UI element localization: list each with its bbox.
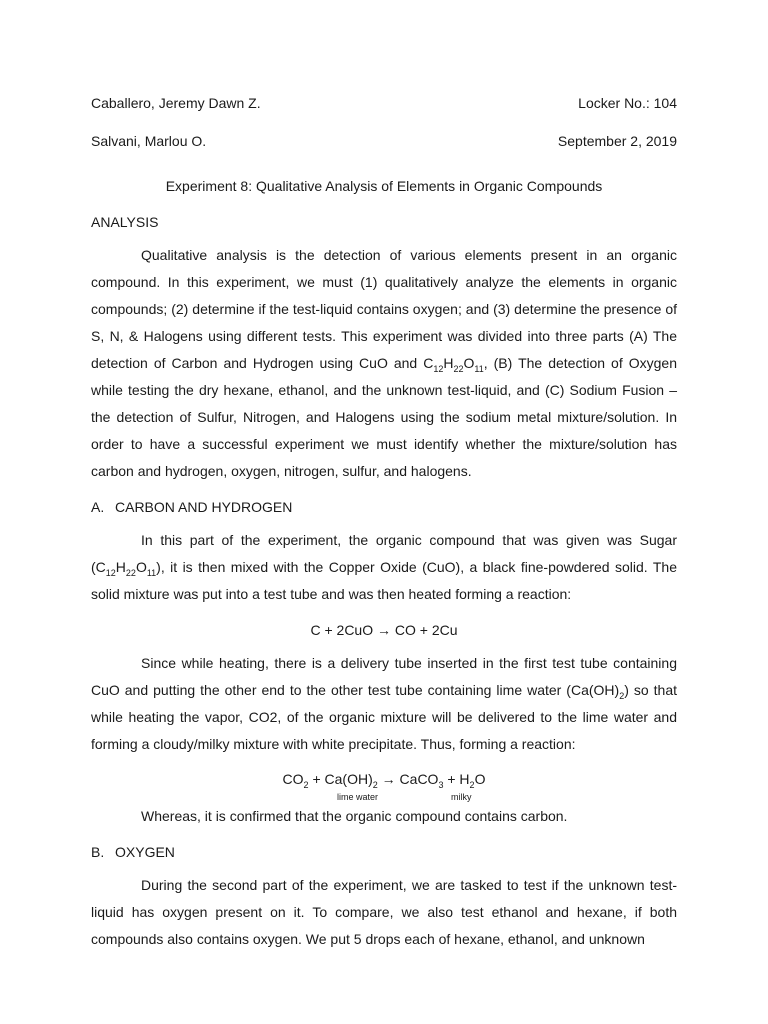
equation-lime-water: $CO_2 + Ca(OH)_2$ → CaCO$_3$ + $H_2O$ lime water milky [282,771,486,802]
locker-number: Locker No.: 104 [578,95,677,111]
header-row-1 [91,90,677,117]
header-row-2 [91,128,677,155]
label-milky: milky [451,792,472,802]
intro-paragraph: Qualitative analysis is the detection of various elements present in an organic compound. In this experiment, we must (1) qualitatively analyze the elements in organic compounds; (2) determine if the test-liquid contains oxygen; and (3) determine the presence of S, N, & Halogens using different tests. This experiment was divided into three parts (A) The detection of Carbon and Hydrogen using CuO and $C_{12}H_{22}O_{11}$, (B) The detection of Oxygen while testing the dry hexane, ethanol, and the unknown test-liquid, and (C) Sodium Fusion – the detection of Sulfur, Nitrogen, and Halogens using the sodium metal mixture/solution. In order to have a successful experiment we must identify whether the mixture/solution has carbon and hydrogen, oxygen, nitrogen, sulfur, and halogens. [91,247,677,479]
subheading-carbon-hydrogen: A. CARBON AND HYDROGEN [91,499,293,515]
author-name-2: Salvani, Marlou O. [91,133,207,149]
carbon-conclusion: Whereas, it is confirmed that the organic compound contains carbon. [141,808,568,824]
report-date: September 2, 2019 [557,133,677,149]
carbon-paragraph-2: Since while heating, there is a delivery tube inserted in the first test tube containing CuO and putting the other end to the other test tube containing lime water $(Ca(OH)_2)$ so that while heating the vapor, CO2, of the organic mixture will be delivered to the lime water and forming a cloudy/milky mixture with white precipitate. Thus, forming a reaction: [91,655,677,752]
document-title: Experiment 8: Qualitative Analysis of Elements in Organic Compounds [165,178,603,194]
carbon-paragraph-1: In this part of the experiment, the organic compound that was given was Sugar $(C_{12}H_{22}O_{11})$, it is then mixed with the Copper Oxide (CuO), a black fine-powdered solid. The solid mixture was put into a test tube and was then heated forming a reaction: [91,532,677,602]
oxygen-paragraph-1: During the second part of the experiment, we are tasked to test if the unknown test-liquid has oxygen present on it. To compare, we also test ethanol and hexane, if both compounds also contains oxygen. We put 5 drops each of hexane, ethanol, and unknown [91,877,677,947]
label-lime-water: lime water [337,792,379,802]
author-name-1: Caballero, Jeremy Dawn Z. [91,95,261,111]
subheading-oxygen: B. OXYGEN [91,844,175,860]
document-page [91,90,677,953]
section-heading-analysis: ANALYSIS [91,214,159,230]
equation-copper-oxide: C + 2CuO → CO + 2Cu [310,622,458,638]
